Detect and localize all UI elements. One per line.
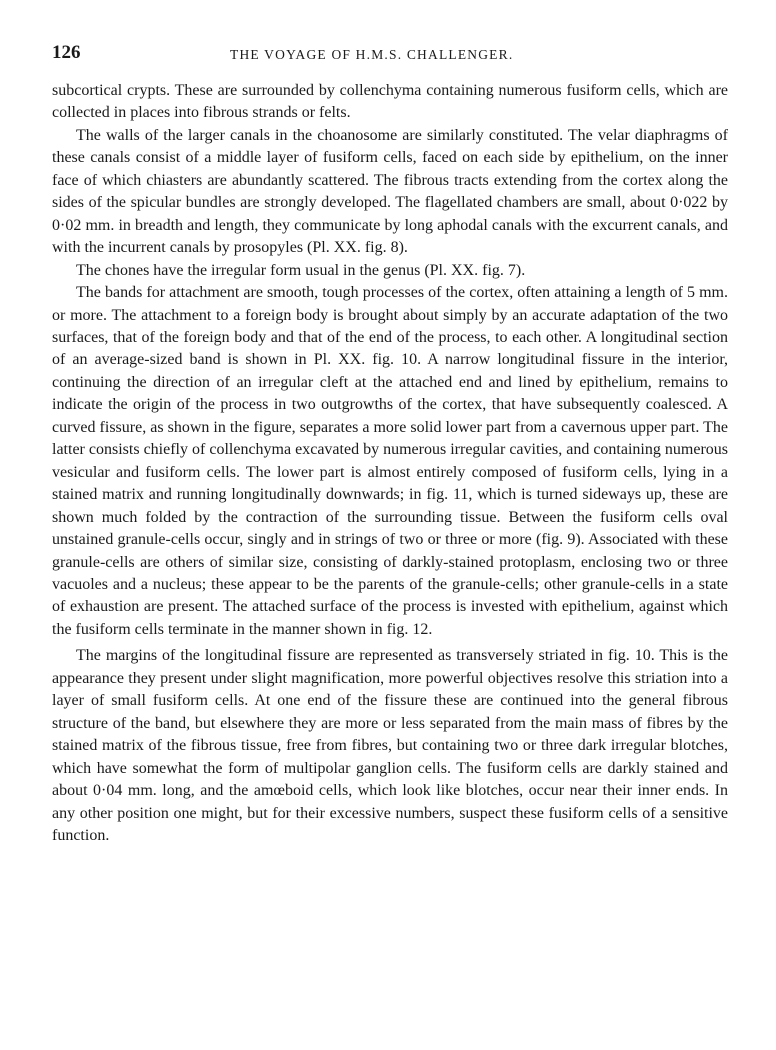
paragraph: The margins of the longitudinal fissure are represented as transversely striated in fig. 10. This is the appearance they present under slight magnification, more powerful objectives resolve this striation into a layer of small fusiform cells. At one end of the fissure these are continued into the general fibrous structure of the band, but elsewhere they are more or less separated from the main mass of fibres by the stained matrix of the fibrous tissue, free from fibres, but containing two or three dark irregular blotches, which have somewhat the form of multipolar ganglion cells. The fusiform cells are darkly stained and about 0·04 mm. long, and the amœboid cells, which look like blotches, occur near their inner ends. In any other position one might, but for their excessive numbers, suspect these fusiform cells of a sensitive function.: [52, 647, 728, 844]
paragraph: The bands for attachment are smooth, tough processes of the cortex, often attaining a length of 5 mm. or more. The attachment to a foreign body is brought about simply by an accurate adaptation of the two surfaces, that of the foreign body and that of the end of the process, to each other. A longitudinal section of an average-sized band is shown in Pl. XX. fig. 10. A narrow longitudinal fissure in the interior, continuing the direction of an irregular cleft at the attached end and lined by epithelium, remains to indicate the origin of the process in two outgrowths of the cortex, that have subsequently coalesced. A curved fissure, as shown in the figure, separates a more solid lower part from a cavernous upper part. The latter consists chiefly of collenchyma excavated by numerous irregular cavities, and containing numerous vesicular and fusiform cells. The lower part is almost entirely composed of fusiform cells, lying in a stained matrix and running longitudinally downwards; in fig. 11, which is turned sideways up, these are shown much folded by the contraction of the surrounding tissue. Between the fusiform cells oval unstained granule-cells occur, singly and in strings of two or three or more (fig. 9). Associated with these granule-cells are others of similar size, consisting of darkly-stained protoplasm, enclosing two or three vacuoles and a nucleus; these appear to be the parents of the granule-cells; other granule-cells in a state of exhaustion are present. The attached surface of the process is invested with epithelium, against which the fusiform cells terminate in the manner shown in fig. 12.: [52, 284, 728, 638]
running-title: THE VOYAGE OF H.M.S. CHALLENGER.: [230, 47, 514, 62]
paragraph: subcortical crypts. These are surrounded by collenchyma containing numerous fusiform cells, which are collected in places into fibrous strands or felts.: [52, 82, 728, 122]
paragraph: The chones have the irregular form usual in the genus (Pl. XX. fig. 7).: [76, 261, 526, 279]
running-head: [52, 42, 742, 66]
body-text: [52, 80, 728, 847]
paragraph: The walls of the larger canals in the choanosome are similarly constituted. The velar diaphragms of these canals consist of a middle layer of fusiform cells, faced on each side by epithelium, on the inner face of which chiasters are abundantly scattered. The fibrous tracts extending from the cortex along the sides of the spicular bundles are strongly developed. The flagellated chambers are small, about 0·022 by 0·02 mm. in breadth and length, they communicate by long aphodal canals with the excurrent canals, and with the incurrent canals by prosopyles (Pl. XX. fig. 8).: [52, 126, 728, 257]
page-number: 126: [52, 42, 81, 63]
